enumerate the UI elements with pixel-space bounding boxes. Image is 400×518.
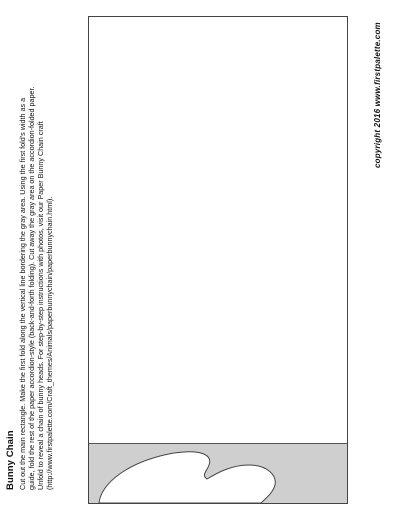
instruction-line: (http://www.firstpalette.com/Craft_themes/Animals/paperbunnychain/paperbunnychain.html).: [45, 196, 54, 490]
instruction-line: Cut out the main rectangle. Make the first fold along the vertical line bordering the gray area. Using the first fold's width as a: [18, 97, 27, 490]
craft-title: Bunny Chain: [5, 430, 16, 490]
instruction-line: guide, fold the rest of the paper accordion-style (back-and-forth folding). Cut away the gray area on the accordion-folded paper.: [27, 86, 36, 490]
bunny-head-outline: [99, 452, 275, 503]
instruction-line: Unfold to reveal a chain of bunny heads. For step-by-step instructions with photos, visit our Paper Bunny Chain craft: [36, 121, 45, 490]
copyright-notice: copyright 2016 www.firstpalette.com: [373, 22, 382, 168]
instructions-text: [18, 50, 54, 490]
cutout-rectangle: [88, 16, 348, 504]
bunny-head-shape: [89, 413, 347, 503]
